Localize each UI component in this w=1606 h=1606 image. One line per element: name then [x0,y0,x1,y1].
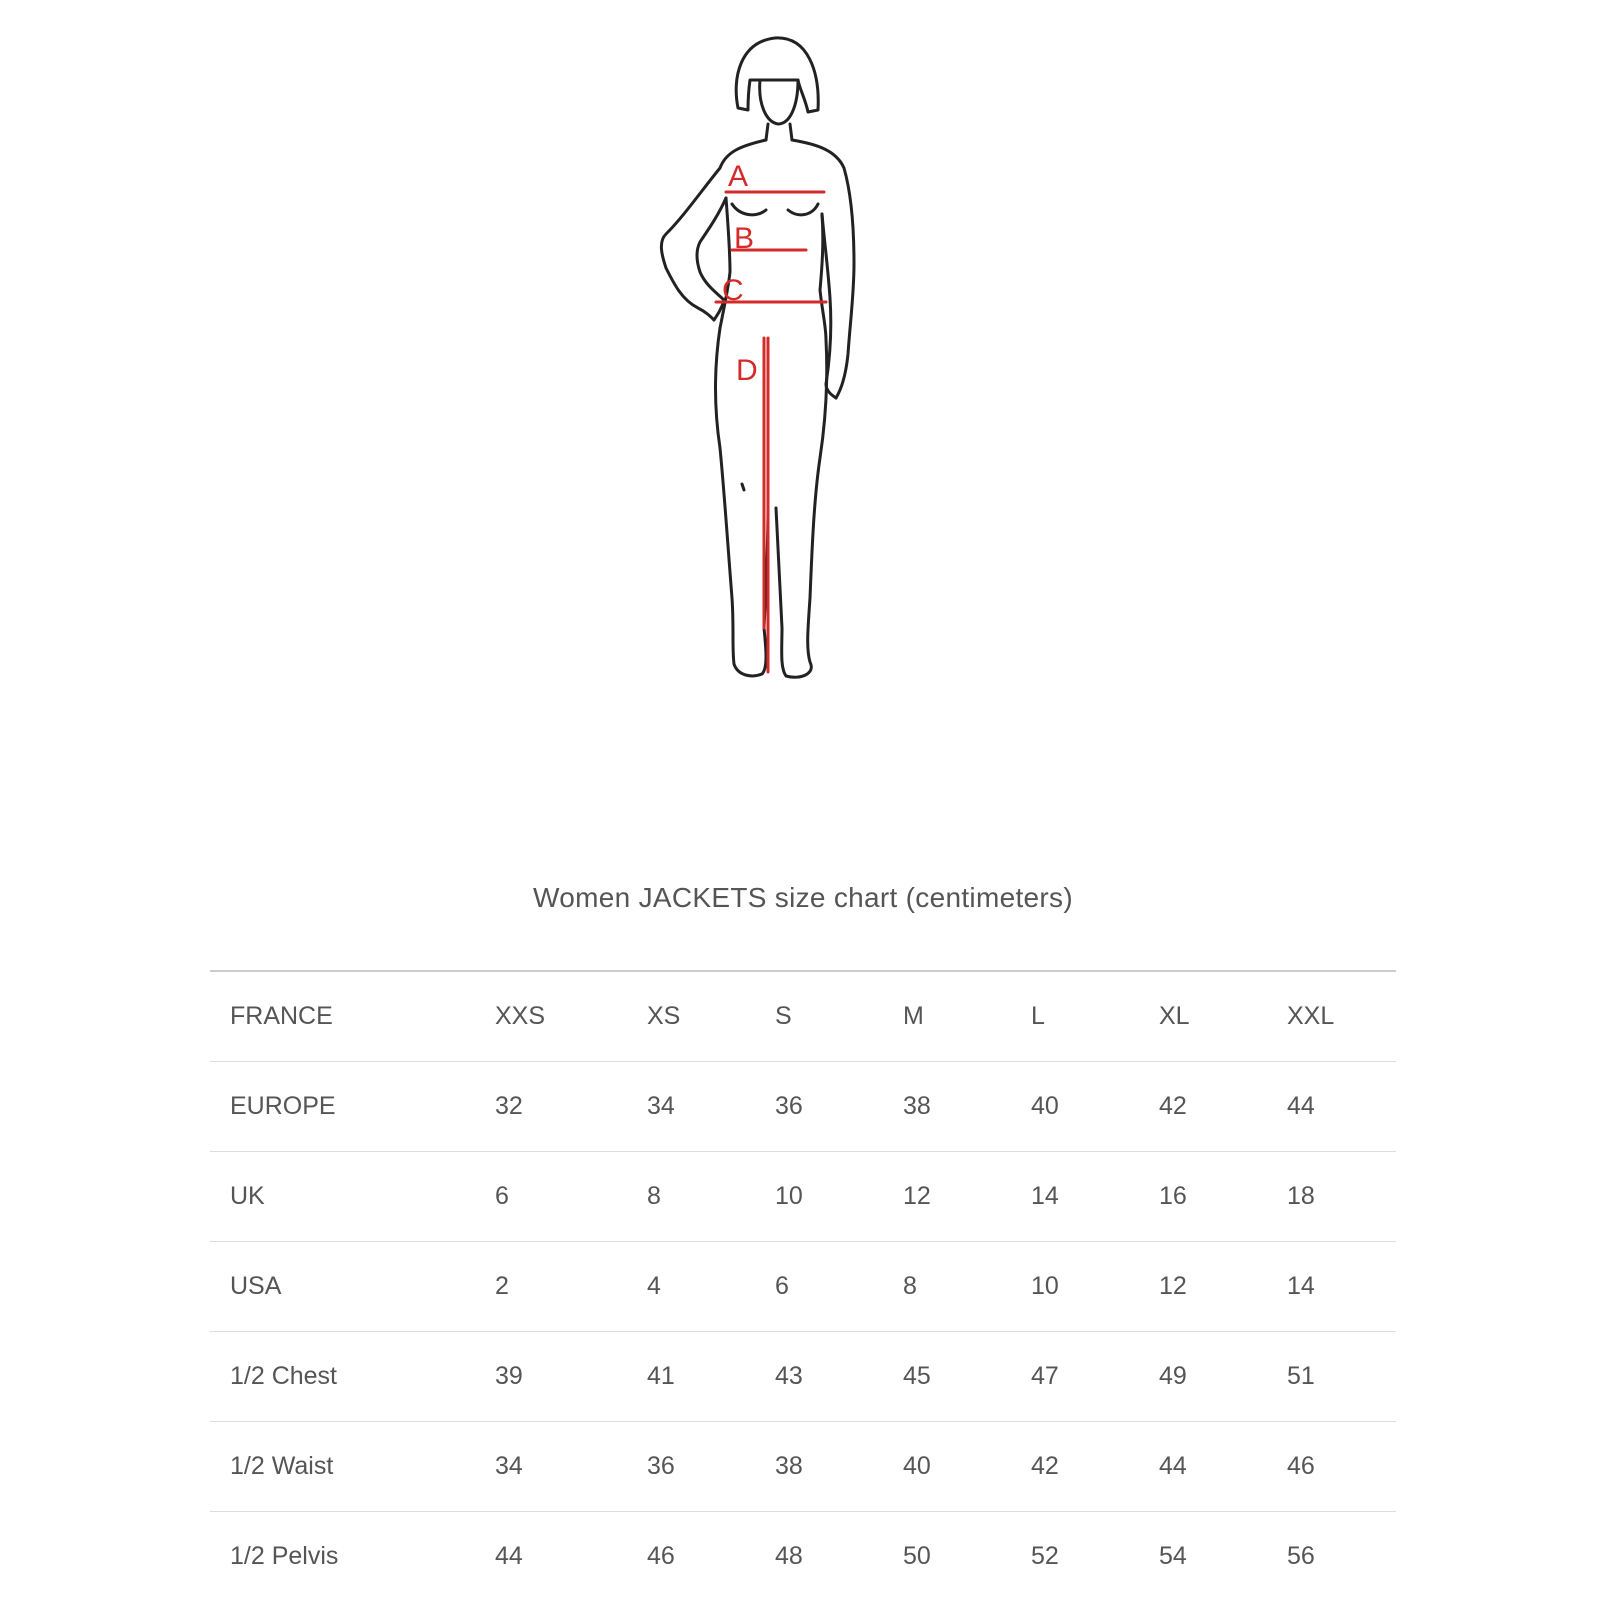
table-row [210,1061,1396,1151]
table-cell: 40 [1031,1091,1059,1120]
table-cell: S [775,1001,792,1030]
table-cell: XXS [495,1001,546,1030]
table-row [210,1421,1396,1511]
table-cell: 4 [647,1271,661,1300]
table-cell: 52 [1031,1541,1059,1570]
size-chart-table [210,970,1396,1601]
table-cell: 16 [1159,1181,1187,1210]
table-cell: 10 [1031,1271,1059,1300]
row-label: EUROPE [230,1091,336,1120]
table-cell: M [903,1001,924,1030]
table-row [210,1241,1396,1331]
table-cell: 39 [495,1361,523,1390]
table-cell: 34 [647,1091,675,1120]
table-cell: 51 [1287,1361,1315,1390]
marker-label-b: B [734,222,755,255]
table-cell: 38 [775,1451,803,1480]
table-cell: 54 [1159,1541,1187,1570]
table-cell: 14 [1031,1181,1059,1210]
table-cell: 41 [647,1361,675,1390]
table-cell: 36 [647,1451,675,1480]
table-cell: 10 [775,1181,803,1210]
table-cell: 14 [1287,1271,1315,1300]
table-cell: 44 [1159,1451,1187,1480]
table-cell: 49 [1159,1361,1187,1390]
table-row [210,1151,1396,1241]
table-cell: 40 [903,1451,931,1480]
table-cell: 6 [495,1181,509,1210]
table-cell: 12 [1159,1271,1187,1300]
table-cell: 32 [495,1091,523,1120]
row-label: UK [230,1181,265,1210]
table-cell: 44 [495,1541,523,1570]
table-cell: 34 [495,1451,523,1480]
chart-title: Women JACKETS size chart (centimeters) [533,882,1073,913]
table-cell: L [1031,1001,1045,1030]
table-cell: 45 [903,1361,931,1390]
table-cell: 44 [1287,1091,1315,1120]
table-cell: 36 [775,1091,803,1120]
marker-label-c: C [722,274,744,307]
table-row [210,1511,1396,1601]
woman-figure-drawing [640,28,880,708]
table-cell: 50 [903,1541,931,1570]
marker-label-d: D [736,354,758,387]
table-cell: 6 [775,1271,789,1300]
table-cell: 42 [1031,1451,1059,1480]
table-cell: XL [1159,1001,1190,1030]
table-cell: 2 [495,1271,509,1300]
table-cell: 43 [775,1361,803,1390]
table-cell: 42 [1159,1091,1187,1120]
table-cell: 8 [903,1271,917,1300]
row-label: 1/2 Pelvis [230,1541,339,1570]
table-cell: 18 [1287,1181,1315,1210]
table-cell: 47 [1031,1361,1059,1390]
table-cell: 46 [1287,1451,1315,1480]
row-label: 1/2 Chest [230,1361,338,1390]
table-row [210,1331,1396,1421]
table-cell: 12 [903,1181,931,1210]
row-label: USA [230,1271,282,1300]
table-cell: 46 [647,1541,675,1570]
row-label: FRANCE [230,1001,333,1030]
table-cell: XS [647,1001,681,1030]
table-cell: 48 [775,1541,803,1570]
body-measurement-illustration [640,28,880,708]
row-label: 1/2 Waist [230,1451,334,1480]
table-cell: 8 [647,1181,661,1210]
table-cell: 38 [903,1091,931,1120]
table-cell: 56 [1287,1541,1315,1570]
table-row [210,971,1396,1061]
table-cell: XXL [1287,1001,1335,1030]
marker-label-a: A [728,160,749,193]
